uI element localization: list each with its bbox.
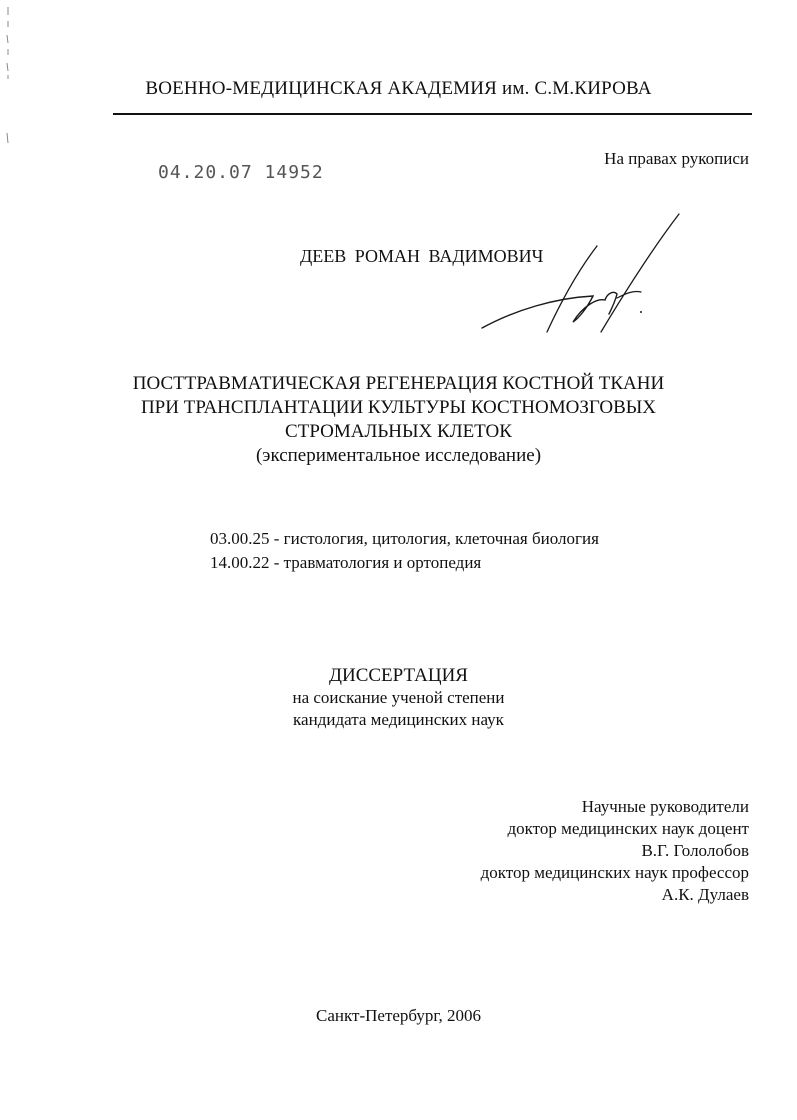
- author-signature: [475, 210, 695, 340]
- header-divider: [113, 113, 752, 115]
- archive-stamp-number: 04.20.07 14952: [158, 162, 324, 183]
- institution-title: ВОЕННО-МЕДИЦИНСКАЯ АКАДЕМИЯ им. С.М.КИРОВА: [145, 78, 652, 99]
- degree-heading: ДИССЕРТАЦИЯ: [329, 665, 468, 686]
- supervisor-2-name: А.К. Дулаев: [661, 885, 749, 904]
- supervisor-1-name: В.Г. Гололобов: [641, 841, 749, 860]
- author-name: ДЕЕВ РОМАН ВАДИМОВИЧ: [300, 246, 544, 266]
- title-line-2: ПРИ ТРАНСПЛАНТАЦИИ КУЛЬТУРЫ КОСТНОМОЗГОВЫХ: [140, 397, 657, 418]
- specialty-codes: [210, 527, 599, 575]
- specialty-item: 14.00.22 - травматология и ортопедия: [210, 553, 482, 572]
- title-line-3: СТРОМАЛЬНЫХ КЛЕТОК: [285, 421, 512, 442]
- title-subtitle: (экспериментальное исследование): [255, 445, 542, 466]
- specialty-item: 03.00.25 - гистология, цитология, клеточная биология: [210, 529, 599, 548]
- dissertation-title: [0, 372, 797, 468]
- place-and-year: Санкт-Петербург, 2006: [316, 1006, 481, 1025]
- supervisor-2-title: доктор медицинских наук профессор: [480, 863, 749, 882]
- title-line-1: ПОСТТРАВМАТИЧЕСКАЯ РЕГЕНЕРАЦИЯ КОСТНОЙ ТКАНИ: [132, 373, 665, 394]
- degree-statement: [0, 665, 797, 731]
- scan-edge-marks: [2, 5, 14, 145]
- degree-line-1: на соискание ученой степени: [292, 688, 505, 707]
- supervisors-heading: Научные руководители: [581, 797, 749, 816]
- rights-note: На правах рукописи: [604, 149, 749, 168]
- supervisors-block: [481, 796, 749, 906]
- degree-line-2: кандидата медицинских наук: [293, 710, 504, 729]
- supervisor-1-title: доктор медицинских наук доцент: [507, 819, 749, 838]
